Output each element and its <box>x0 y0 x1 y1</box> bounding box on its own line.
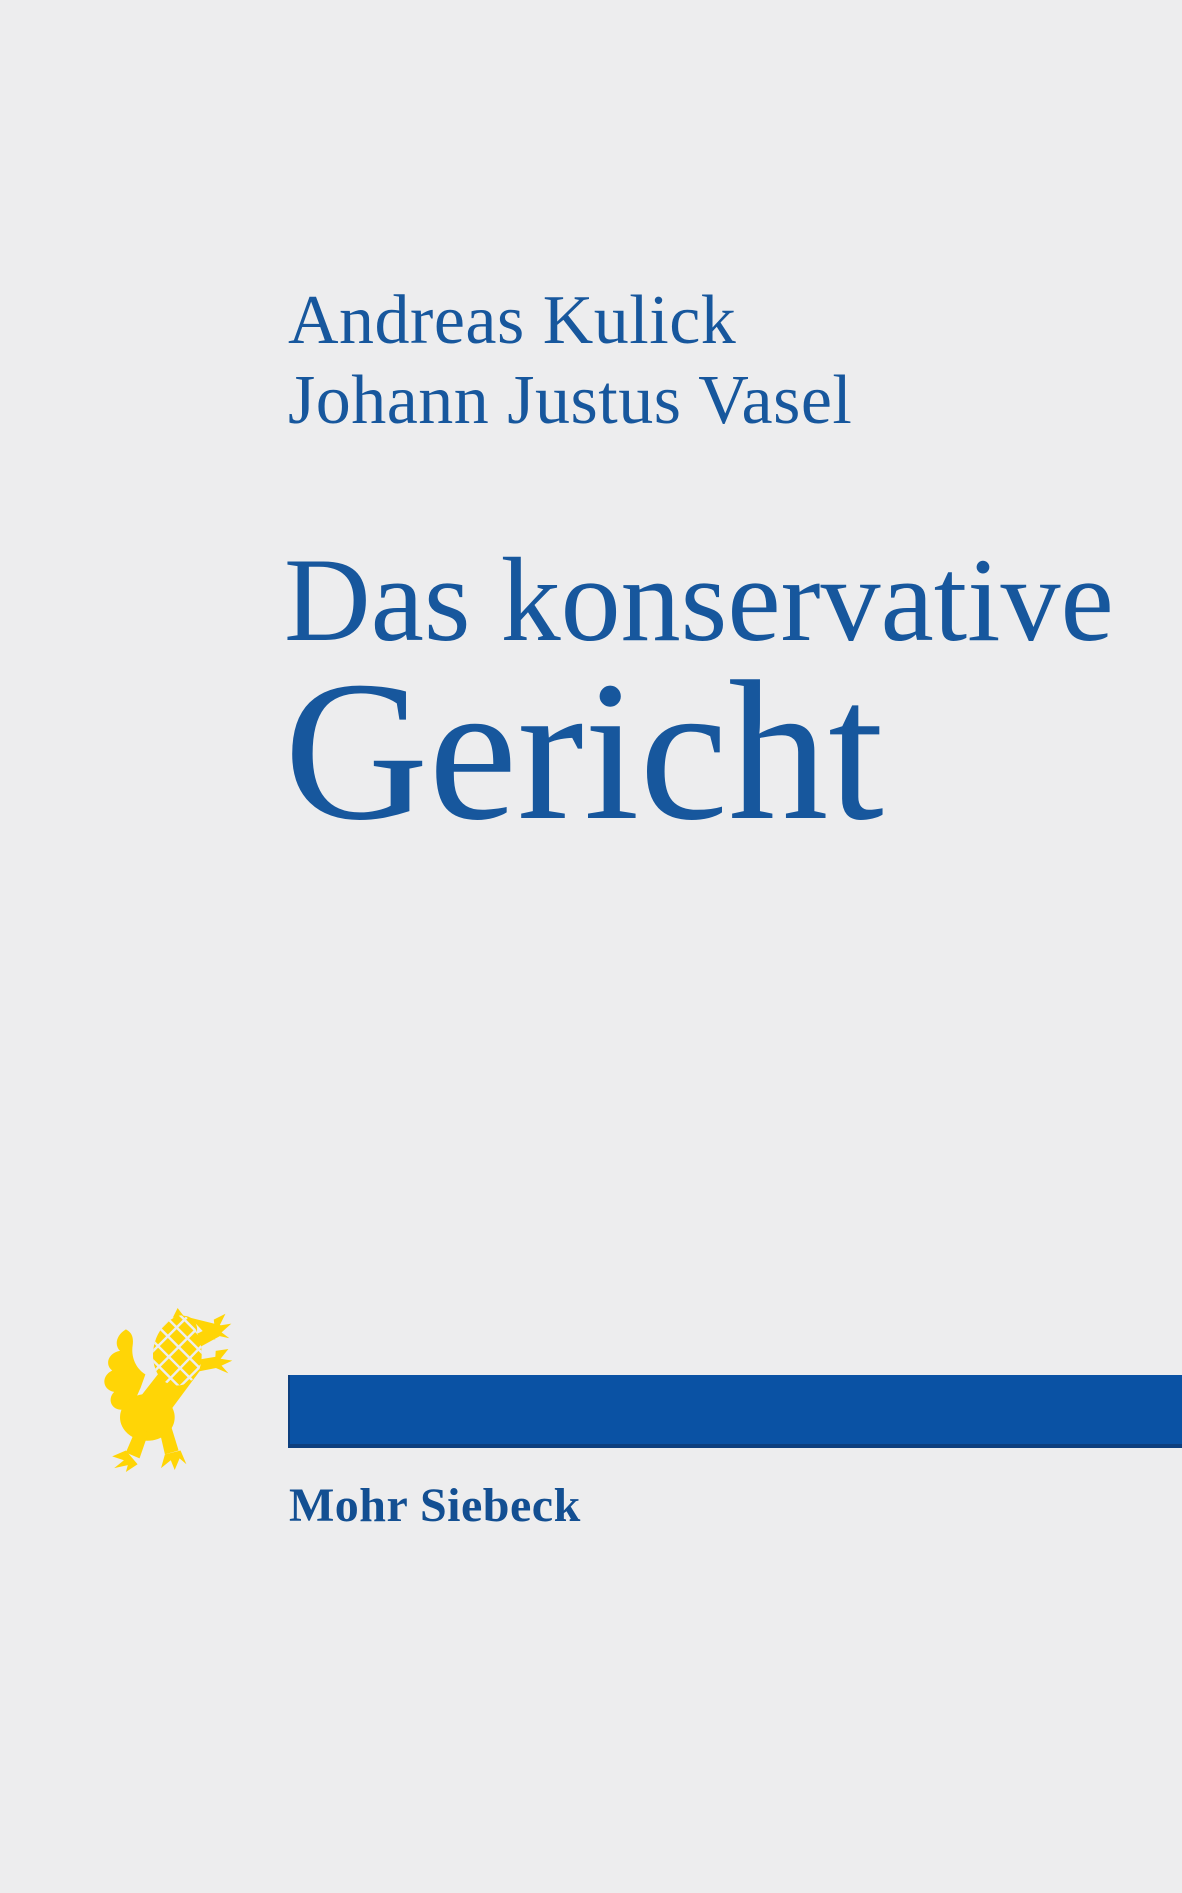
publisher-name: Mohr Siebeck <box>289 1479 581 1532</box>
book-title-line-1: Das konservative <box>284 533 1114 666</box>
publisher-lion-icon <box>88 1306 236 1472</box>
author-names <box>288 281 852 441</box>
author-name-2: Johann Justus Vasel <box>288 362 853 439</box>
author-name-1: Andreas Kulick <box>288 282 737 359</box>
accent-bar <box>288 1375 1182 1448</box>
book-title-line-2: Gericht <box>284 641 884 862</box>
